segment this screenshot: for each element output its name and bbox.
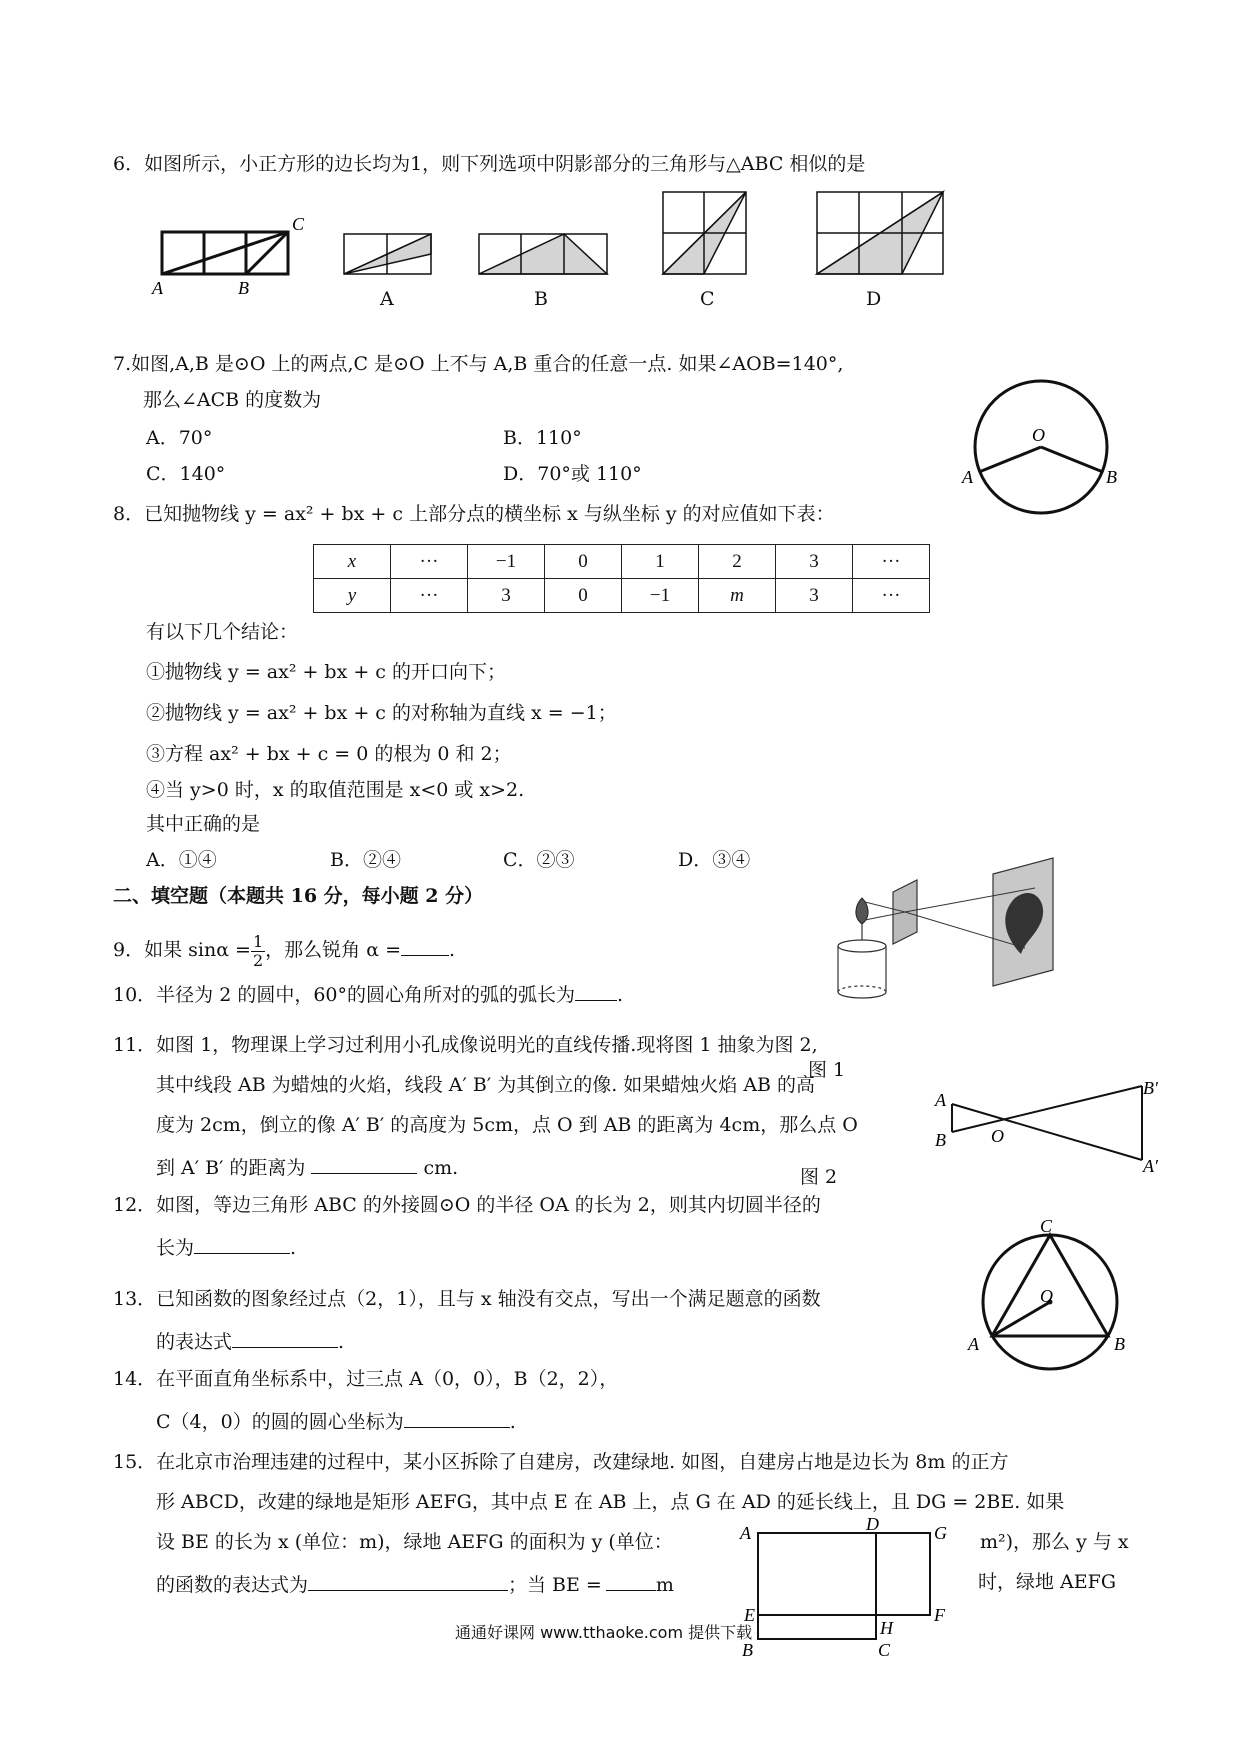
q9-end: . (449, 939, 456, 961)
q10-answer-blank[interactable] (575, 980, 617, 1001)
table-row (314, 579, 930, 613)
table-cell: 3 (776, 579, 853, 613)
q8-option-d: D．③④ (678, 849, 751, 871)
q15-line3-left: 设 BE 的长为 x (单位：m)，绿地 AEFG 的面积为 y (单位： (156, 1531, 673, 1553)
q9-fraction (251, 933, 265, 970)
q12-circle-figure (968, 1216, 1138, 1372)
q12-answer-blank[interactable] (194, 1233, 290, 1254)
q15-line3-right: m²)，那么 y 与 x (980, 1531, 1129, 1553)
q13-line2 (156, 1327, 344, 1354)
q13-end: . (338, 1331, 345, 1353)
table-cell: −1 (468, 545, 545, 579)
q7-option-d: D．70°或 110° (503, 463, 642, 485)
q11-fig2-label-a: A (935, 1090, 946, 1110)
q6-option-b: B (534, 288, 548, 310)
q15-line4 (156, 1570, 674, 1597)
table-cell: m (699, 579, 776, 613)
q12-line1: 12．如图，等边三角形 ABC 的外接圆⊙O 的半径 OA 的长为 2，则其内切圆半径的 (113, 1194, 821, 1216)
q15-function-blank[interactable] (308, 1570, 508, 1591)
q12-end: . (290, 1237, 297, 1259)
q12-label-a: A (968, 1334, 979, 1354)
q9-pre: 9．如果 sinα = (113, 939, 251, 961)
q6-reference-figure (150, 210, 310, 298)
table-cell: 3 (468, 579, 545, 613)
table-cell: ··· (391, 579, 468, 613)
q7-label-b: B (1106, 467, 1117, 487)
q15-line1: 15．在北京市治理违建的过程中，某小区拆除了自建房，改建绿地. 如图，自建房占地是边长为 8m 的正方 (113, 1451, 1009, 1473)
table-cell: x (314, 545, 391, 579)
page-footer: 通通好课网 www.tthaoke.com 提供下载 (455, 1623, 753, 1642)
section-2-heading: 二、填空题（本题共 16 分，每小题 2 分） (113, 885, 484, 907)
q11-fig2-label-bprime: B′ (1143, 1078, 1158, 1098)
q10-line (113, 980, 623, 1007)
q8-conclusion-1: ①抛物线 y = ax² + bx + c 的开口向下； (146, 661, 506, 683)
q14-line1: 14．在平面直角坐标系中，过三点 A（0，0），B（2，2）， (113, 1368, 619, 1390)
q8-stem: 8．已知抛物线 y = ax² + bx + c 上部分点的横坐标 x 与纵坐标 y 的对应值如下表： (113, 503, 835, 525)
q8-conclusion-2: ②抛物线 y = ax² + bx + c 的对称轴为直线 x = −1； (146, 702, 617, 724)
q11-line4 (156, 1153, 458, 1180)
table-cell: ··· (853, 545, 930, 579)
q11-fig2-label-o: O (991, 1126, 1004, 1146)
q11-line2: 其中线段 AB 为蜡烛的火焰，线段 A′ B′ 为其倒立的像. 如果蜡烛火焰 AB 的高 (156, 1074, 816, 1096)
q8-value-table (313, 544, 930, 613)
q13-line1: 13．已知函数的图象经过点（2，1），且与 x 轴没有交点，写出一个满足题意的函数 (113, 1288, 821, 1310)
q6-option-b-figure (478, 232, 610, 276)
q11-line3: 度为 2cm，倒立的像 A′ B′ 的高度为 5cm，点 O 到 AB 的距离为 4cm，那么点 O (156, 1114, 858, 1136)
q6-option-a: A (380, 288, 394, 310)
q11-fig2-label-b: B (935, 1130, 946, 1150)
q9-post: ，那么锐角 α = (265, 939, 402, 961)
q7-option-c: C．140° (146, 463, 226, 485)
q13-answer-blank[interactable] (232, 1327, 338, 1348)
q10-end: . (617, 984, 624, 1006)
q12-line2-pre: 长为 (156, 1237, 195, 1259)
q6-option-c-figure (662, 190, 748, 276)
q9-line (113, 928, 455, 972)
q15-label-d: D (866, 1514, 879, 1534)
q13-line2-pre: 的表达式 (156, 1331, 233, 1353)
q12-label-b: B (1114, 1334, 1125, 1354)
q15-line4-unit: m (655, 1574, 674, 1596)
table-cell: ··· (853, 579, 930, 613)
q11-figure-2-caption: 图 2 (800, 1166, 838, 1188)
table-cell: 0 (545, 579, 622, 613)
q6-option-c: C (700, 288, 715, 310)
q7-stem-line1: 7.如图,A,B 是⊙O 上的两点,C 是⊙O 上不与 A,B 重合的任意一点. 如果∠AOB=140°, (113, 353, 844, 375)
q7-option-a: A．70° (146, 427, 213, 449)
q6-option-a-figure (343, 232, 433, 276)
q12-label-o: O (1040, 1286, 1053, 1306)
q7-label-o: O (1032, 425, 1045, 445)
q6-option-d-figure (816, 190, 946, 276)
q14-line2 (156, 1407, 516, 1434)
q8-option-b: B．②④ (330, 849, 401, 871)
q8-intro: 有以下几个结论： (146, 621, 299, 643)
q7-stem-line2: 那么∠ACB 的度数为 (143, 389, 322, 411)
q12-line2 (156, 1233, 296, 1260)
q11-line1: 11．如图 1，物理课上学习过利用小孔成像说明光的直线传播.现将图 1 抽象为图 2, (113, 1034, 818, 1056)
q11-answer-blank[interactable] (311, 1153, 417, 1174)
q12-label-c: C (1040, 1216, 1053, 1236)
q7-option-b: B．110° (503, 427, 582, 449)
q6-option-d: D (866, 288, 882, 310)
q11-fig2-label-aprime: A′ (1143, 1156, 1158, 1176)
q6-stem: 6．如图所示，小正方形的边长均为1，则下列选项中阴影部分的三角形与△ABC 相似的是 (113, 153, 866, 175)
q10-text: 10．半径为 2 的圆中，60°的圆心角所对的弧的弧长为 (113, 984, 576, 1006)
q11-line4-pre: 到 A′ B′ 的距离为 (156, 1157, 306, 1179)
q15-label-f: F (934, 1605, 945, 1625)
q6-label-a: A (152, 278, 163, 298)
q14-line2-pre: C（4，0）的圆的圆心坐标为 (156, 1411, 404, 1433)
table-cell: 2 (699, 545, 776, 579)
q11-figure-1-caption: 图 1 (808, 1059, 846, 1081)
q8-conclusion-4: ④当 y>0 时，x 的取值范围是 x<0 或 x>2. (146, 779, 525, 801)
q15-line4-right: 时，绿地 AEFG (978, 1571, 1116, 1593)
q8-option-c: C．②③ (503, 849, 575, 871)
q15-label-b: B (742, 1640, 753, 1660)
table-cell: 0 (545, 545, 622, 579)
table-cell: ··· (391, 545, 468, 579)
q11-figure-1 (835, 868, 1065, 998)
q15-label-a: A (740, 1523, 751, 1543)
q11-figure-2 (935, 1078, 1160, 1176)
q15-line2: 形 ABCD，改建的绿地是矩形 AEFG，其中点 E 在 AB 上，点 G 在 AD 的延长线上，且 DG = 2BE. 如果 (156, 1491, 1065, 1513)
q15-rectangle-figure (738, 1514, 958, 1670)
q15-line4-mid: ；当 BE = (508, 1574, 602, 1596)
table-cell: 3 (776, 545, 853, 579)
q9-numerator: 1 (252, 931, 264, 951)
q15-label-c: C (878, 1640, 891, 1660)
q14-answer-blank[interactable] (404, 1407, 510, 1428)
q9-answer-blank[interactable] (401, 935, 449, 956)
q7-circle-figure (962, 380, 1122, 520)
table-cell: 1 (622, 545, 699, 579)
q15-line4-pre: 的函数的表达式为 (156, 1574, 309, 1596)
q6-label-c: C (292, 214, 305, 234)
q8-conclusion-3: ③方程 ax² + bx + c = 0 的根为 0 和 2； (146, 743, 512, 765)
q15-label-e: E (744, 1605, 755, 1625)
q8-ask: 其中正确的是 (146, 813, 261, 835)
table-cell: −1 (622, 579, 699, 613)
q7-label-a: A (962, 467, 973, 487)
q8-option-a: A．①④ (146, 849, 217, 871)
table-cell: y (314, 579, 391, 613)
q6-label-b: B (238, 278, 249, 298)
q14-end: . (509, 1411, 516, 1433)
q9-denominator: 2 (252, 950, 264, 970)
q15-label-h: H (880, 1618, 893, 1638)
q15-label-g: G (934, 1523, 947, 1543)
q15-length-blank[interactable] (606, 1570, 656, 1591)
q11-line4-post: cm. (423, 1157, 459, 1179)
table-row (314, 545, 930, 579)
